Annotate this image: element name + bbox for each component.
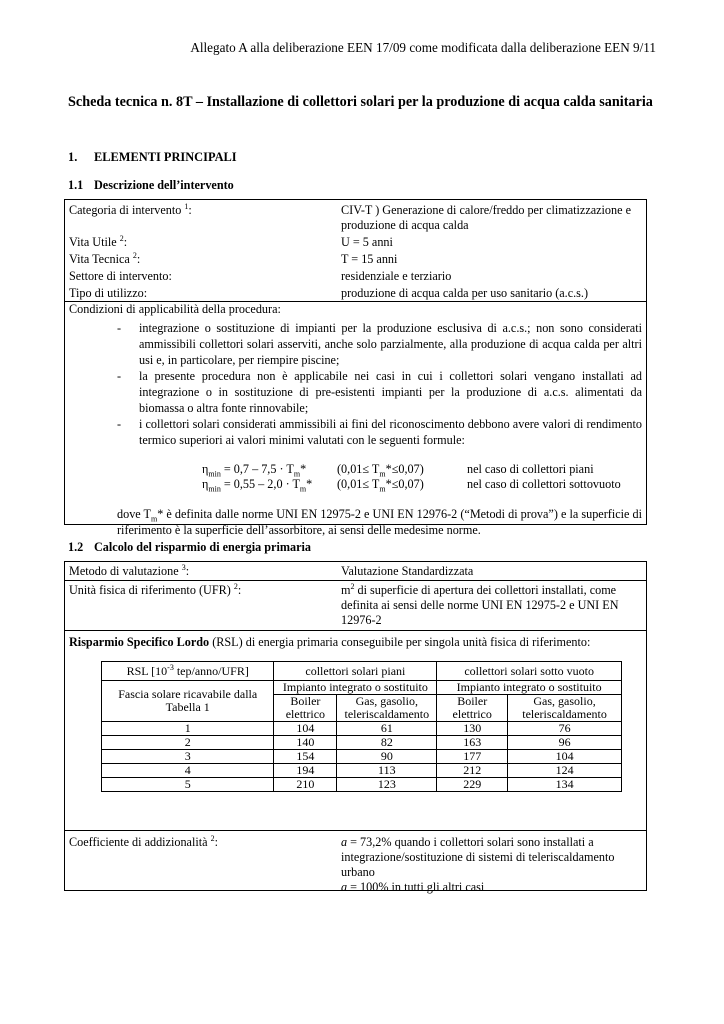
table-cell: 61 (337, 722, 437, 736)
category-row: Categoria di intervento $^1$: CIV-T ) Generazione di calore/freddo per climatizzazione e produzione di acqua calda (65, 203, 646, 233)
formula-row-piani (65, 462, 646, 477)
vita-tecnica-label: Vita Tecnica (69, 252, 130, 266)
group-header-piani: collettori solari piani (274, 662, 437, 681)
subsection-number: 1.1 (68, 178, 84, 192)
condition-text: i collettori solari considerati ammissibili ai fini del riconoscimento debbono avere valori di rendimento termico superiori ai valori minimi valutati con le seguenti formule: (139, 417, 642, 447)
subgroup-header: Impianto integrato o sostituito (437, 681, 622, 695)
table-cell: 229 (437, 778, 508, 792)
table-row (102, 778, 622, 792)
col-header-gas: Gas, gasolio, teleriscaldamento (508, 695, 622, 722)
bullet-dash: - (117, 321, 122, 335)
ufr-label: Unità fisica di riferimento (UFR) (69, 583, 231, 597)
table-cell: 194 (274, 764, 337, 778)
tipo-value: produzione di acqua calda per uso sanitario (a.c.s.) (341, 286, 589, 300)
footnote-ref: 2 (119, 233, 124, 243)
formula-range: $(0,01\le T_m*\le 0,07)$ (337, 462, 424, 479)
table-cell: 5 (102, 778, 274, 792)
condition-text: la presente procedura non è applicabile nei casi in cui i collettori solari vengano installati ad integrazione o in sostituzione di pre-esistenti impianti per la produzione di a.c.s. alimentati da biomassa o altra fonte rinnovabile; (139, 369, 642, 415)
table-cell: 124 (508, 764, 622, 778)
addizionalita-row: Coefficiente di addizionalità $^2$: a = 73,2% quando i collettori solari sono installati a integrazione/sostituzione di sistemi di teleriscaldamento urbano a = 100% in tutti gli altri casi (65, 835, 646, 895)
rsl-table (101, 661, 622, 792)
subsection-heading-1-2 (68, 540, 311, 555)
metodo-row: Metodo di valutazione $^3$: Valutazione Standardizzata (65, 564, 646, 579)
condition-item (65, 416, 646, 448)
footnote-ref: 2 (132, 250, 137, 260)
page-title: Scheda tecnica n. 8T – Installazione di collettori solari per la produzione di acqua calda sanitaria (68, 94, 653, 110)
condition-item (65, 368, 646, 416)
condition-text: integrazione o sostituzione di impianti per la produzione esclusiva di a.c.s.; non sono considerati ammissibili collettori solari asserviti, anche solo parzialmente, alla produzione di acqua calda per altri usi e, in particolare, per riempire piscine; (139, 321, 642, 367)
section-number: 1. (68, 150, 78, 164)
conditions-title: Condizioni di applicabilità della procedura: (69, 302, 281, 316)
footnote-ref: 2 (233, 581, 238, 591)
addizionalita-label: Coefficiente di addizionalità (69, 835, 208, 849)
metodo-value: Valutazione Standardizzata (341, 564, 474, 578)
vita-tecnica-row: Vita Tecnica $^2$: T = 15 anni (65, 252, 646, 267)
table-cell: 104 (274, 722, 337, 736)
table-row (102, 722, 622, 736)
category-label: Categoria di intervento (69, 203, 182, 217)
section-heading (68, 150, 237, 165)
table-cell: 90 (337, 750, 437, 764)
formula-expression: $\eta_{min} = 0,7 - 7,5 \cdot T_m*$ (202, 462, 307, 479)
col-header-gas: Gas, gasolio, teleriscaldamento (337, 695, 437, 722)
table-cell: 104 (508, 750, 622, 764)
footnote-ref: 2 (210, 833, 215, 843)
fascia-header: Fascia solare ricavabile dalla Tabella 1 (102, 681, 274, 722)
ufr-row: Unità fisica di riferimento (UFR) $^2$: $m^2$ di superficie di apertura dei collettori installati, come definita ai sensi delle norme UNI EN 12975-2 e UNI EN 12976-2 (65, 583, 646, 628)
settore-label: Settore di intervento: (69, 269, 172, 283)
subsection-title: Calcolo del risparmio di energia primaria (94, 540, 311, 554)
table-cell: 4 (102, 764, 274, 778)
settore-row (65, 269, 646, 284)
formula-case: nel caso di collettori piani (467, 462, 594, 476)
table-row (102, 750, 622, 764)
unit-header: RSL [$10^{-3}$ tep/anno/UFR] (102, 662, 274, 681)
rsl-intro (65, 631, 646, 650)
table-cell: 130 (437, 722, 508, 736)
table-cell: 210 (274, 778, 337, 792)
metodo-label: Metodo di valutazione (69, 564, 179, 578)
section-title: ELEMENTI PRINCIPALI (94, 150, 237, 164)
tipo-row (65, 286, 646, 301)
table-cell: 123 (337, 778, 437, 792)
table-cell: 96 (508, 736, 622, 750)
table-row (102, 736, 622, 750)
ufr-value: $m^2$ di superficie di apertura dei collettori installati, come definita ai sensi delle norme UNI EN 12975-2 e UNI EN 12976-2 (341, 581, 619, 627)
vita-tecnica-value: T = 15 anni (341, 252, 398, 266)
vita-utile-row: Vita Utile $^2$: U = 5 anni (65, 235, 646, 250)
table-cell: 1 (102, 722, 274, 736)
bullet-dash: - (117, 369, 122, 383)
rsl-text: (RSL) di energia primaria conseguibile per singola unità fisica di riferimento: (209, 635, 591, 649)
subsection-number: 1.2 (68, 540, 84, 554)
condition-item (65, 320, 646, 368)
dove-note: dove $T_m*$ è definita dalle norme UNI EN 12975-2 e UNI EN 12976-2 (“Metodi di prova”) e la superficie di riferimento è la superficie dell’assorbitore, ai sensi delle medesime norme. (117, 507, 642, 537)
table-cell: 177 (437, 750, 508, 764)
rsl-bold: Risparmio Specifico Lordo (69, 635, 210, 649)
subsection-heading-1-1 (68, 178, 234, 193)
table-cell: 134 (508, 778, 622, 792)
table-row (102, 764, 622, 778)
table-cell: 76 (508, 722, 622, 736)
footnote-ref: 1 (184, 201, 189, 211)
table-cell: 3 (102, 750, 274, 764)
table-cell: 82 (337, 736, 437, 750)
settore-value: residenziale e terziario (341, 269, 452, 283)
formula-range: $(0,01\le T_m*\le 0,07)$ (337, 477, 424, 494)
table-cell: 2 (102, 736, 274, 750)
table-cell: 212 (437, 764, 508, 778)
group-header-sottovuoto: collettori solari sotto vuoto (437, 662, 622, 681)
col-header-boiler: Boiler elettrico (437, 695, 508, 722)
bullet-dash: - (117, 417, 122, 431)
subsection-title: Descrizione dell’intervento (94, 178, 234, 192)
footnote-ref: 3 (181, 562, 186, 572)
table-cell: 113 (337, 764, 437, 778)
category-value: CIV-T ) Generazione di calore/freddo per climatizzazione e produzione di acqua calda (341, 203, 631, 232)
col-header-boiler: Boiler elettrico (274, 695, 337, 722)
table-cell: 163 (437, 736, 508, 750)
table-cell: 140 (274, 736, 337, 750)
formula-row-sottovuoto (65, 477, 646, 492)
description-box (64, 199, 647, 537)
vita-utile-value: U = 5 anni (341, 235, 393, 249)
vita-utile-label: Vita Utile (69, 235, 117, 249)
tipo-label: Tipo di utilizzo: (69, 286, 148, 300)
formula-case: nel caso di collettori sottovuoto (467, 477, 621, 491)
formula-expression: $\eta_{min} = 0,55 - 2,0 \cdot T_m*$ (202, 477, 313, 494)
addizionalita-value: a = 73,2% quando i collettori solari sono installati a integrazione/sostituzione di sistemi di teleriscaldamento urbano a = 100% in tutti gli altri casi (341, 835, 615, 894)
table-cell: 154 (274, 750, 337, 764)
page-header: Allegato A alla deliberazione EEN 17/09 come modificata dalla deliberazione EEN 9/11 (190, 40, 656, 55)
subgroup-header: Impianto integrato o sostituito (274, 681, 437, 695)
